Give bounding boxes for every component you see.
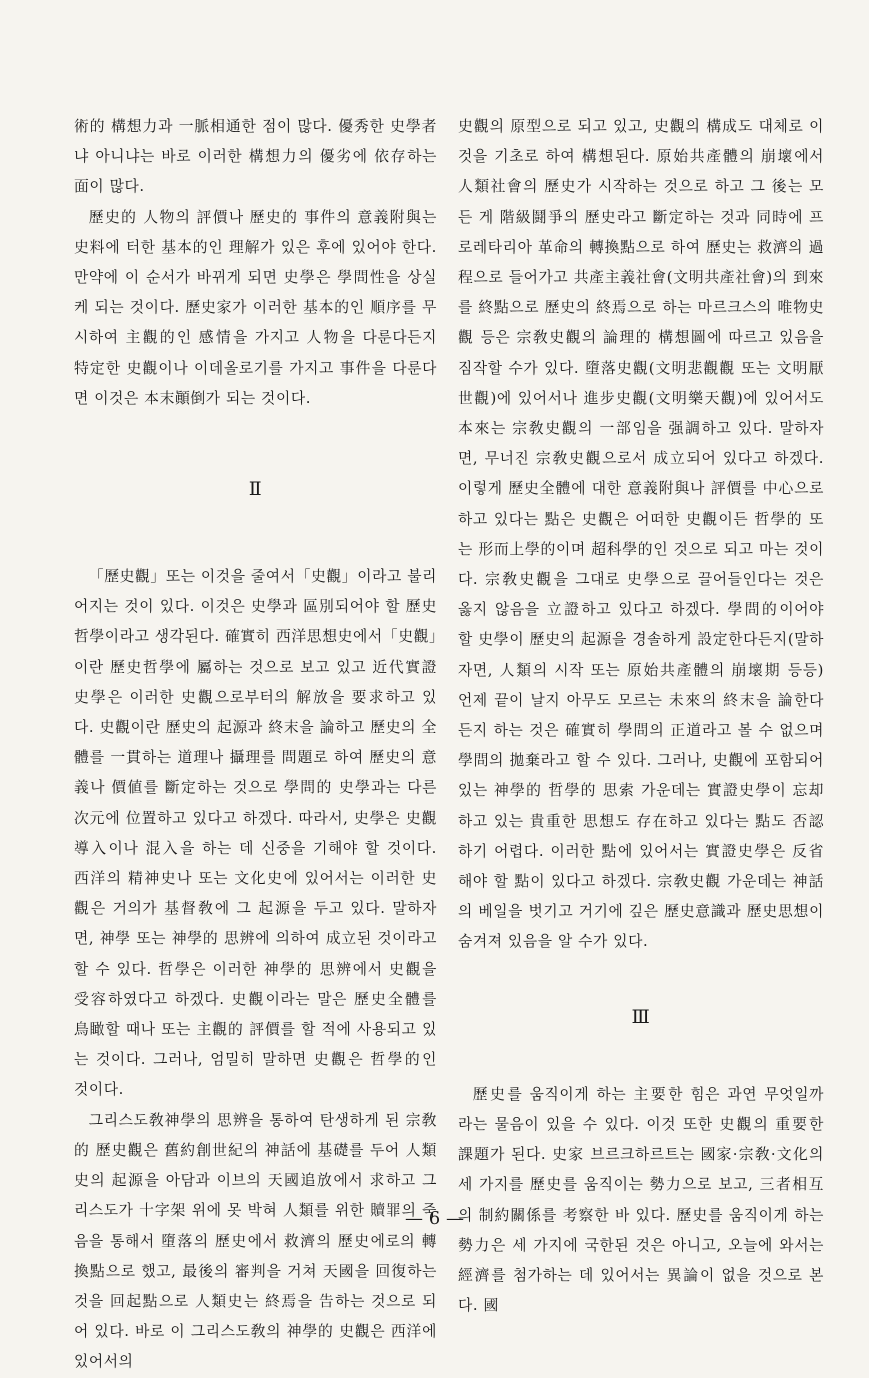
paragraph: 歷史를 움직이게 하는 主要한 힘은 과연 무엇일까 라는 물음이 있을 수 있다. 이것 또한 史觀의 重要한 課題가 된다. 史家 브르크하르트는 國家·宗敎·文化의 세 가지를 歷史를 움직이는 勢力으로 보고, 三者相互의 制約關係를 考察한 바 있다. 歷史를 움직이게 하는 勢力은 세 가지에 국한된 것은 아니고, 오늘에 와서는 經濟를 첨가하는 데 있어서는 異論이 없을 것으로 본다. 國 — [458, 1085, 824, 1315]
paragraph: 史觀의 原型으로 되고 있고, 史觀의 構成도 대체로 이것을 기초로 하여 構想된다. 原始共產體의 崩壞에서 人類社會의 歷史가 시작하는 것으로 하고 그 後는 모든 게 階級鬪爭의 歷史라고 斷定하는 것과 同時에 프로레타리아 革命의 轉換點으로 하여 歷史는 救濟의 過程으로 들어가고 共產主義社會(文明共產社會)의 到來를 終點으로 歷史의 終焉으로 하는 마르크스의 唯物史觀 등은 宗敎史觀의 論理的 構想圖에 따르고 있음을 짐작할 수가 있다. 墮落史觀(文明悲觀觀 또는 文明厭世觀)에 있어서나 進步史觀(文明樂天觀)에 있어서도 本來는 宗敎史觀의 一部임을 强調하고 있다. 말하자면, 무너진 宗敎史觀으로서 成立되어 있다고 하겠다. 이렇게 歷史全體에 대한 意義附與나 評價를 中心으로 하고 있다는 點은 史觀은 어떠한 史觀이든 哲學的 또는 形而上學的이며 超科學的인 것으로 되고 마는 것이다. 宗敎史觀을 그대로 史學으로 끌어들인다는 것은 옳지 않음을 立證하고 있다고 하겠다. 學問的이어야 할 史學이 歷史의 起源을 경솔하게 設定한다든지(말하자면, 人類의 시작 또는 原始共產體의 崩壞期 등등) 언제 끝이 날지 아무도 모르는 未來의 終末을 論한다든지 하는 것은 確實히 學問의 正道라고 볼 수 없으며 學問의 拋棄라고 할 수 있다. 그러나, 史觀에 포함되어 있는 神學的 哲學的 思索 가운데는 實證史學이 忘却하고 있는 貴重한 思想도 存在하고 있다는 點도 否認하기 어렵다. 이러한 點에 있어서는 實證史學은 反省해야 할 點이 있다고 하겠다. 宗敎史觀 가운데는 神話의 베일을 벗기고 거기에 깊은 歷史意識과 歷史思想이 숨겨져 있음을 알 수가 있다. — [458, 118, 824, 951]
left-column — [74, 112, 437, 1378]
paragraph: 「歷史觀」또는 이것을 줄여서「史觀」이라고 불리어지는 것이 있다. 이것은 史學과 區別되어야 할 歷史哲學이라고 생각된다. 確實히 西洋思想史에서「史觀」이란 歷史哲學에 屬하는 것으로 보고 있고 近代實證史學은 이러한 史觀으로부터의 解放을 要求하고 있다. 史觀이란 歷史의 起源과 終末을 論하고 歷史의 全體를 一貫하는 道理나 攝理를 問題로 하여 歷史의 意義나 價値를 斷定하는 것으로 學問的 史學과는 다른 次元에 位置하고 있다고 하겠다. 따라서, 史學은 史觀導入이나 混入을 하는 데 신중을 기해야 할 것이다. 西洋의 精神史나 또는 文化史에 있어서는 이러한 史觀은 거의가 基督敎에 그 起源을 두고 있다. 말하자면, 神學 또는 神學的 思辨에 의하여 成立된 것이라고 할 수 있다. 哲學은 이러한 神學的 思辨에서 史觀을 受容하였다고 하겠다. 史觀이라는 말은 歷史全體를 鳥瞰할 때나 또는 主觀的 評價를 할 적에 사용되고 있는 것이다. 그러나, 엄밀히 말하면 史觀은 哲學的인 것이다. — [74, 568, 437, 1099]
paragraph: 術的 構想力과 一脈相通한 점이 많다. 優秀한 史學者냐 아니냐는 바로 이러한 構想力의 優劣에 依存하는 面이 많다. — [74, 118, 437, 196]
right-column — [458, 112, 824, 1321]
paragraph: 그리스도敎神學의 思辨을 통하여 탄생하게 된 宗敎的 歷史觀은 舊約創世紀의 神話에 基礎를 두어 人類史의 起源을 아담과 이브의 天國追放에서 求하고 그리스도가 十字架 위에 못 박혀 人類를 위한 贖罪의 죽음을 통해서 墮落의 歷史에서 救濟의 歷史에로의 轉換點으로 했고, 最後의 審判을 거쳐 天國을 回復하는 것을 回起點으로 人類史는 終焉을 告하는 것으로 되어 있다. 바로 이 그리스도敎의 神學的 史觀은 西洋에 있어서의 — [74, 1111, 437, 1371]
section-heading: Ⅱ — [248, 478, 263, 501]
paragraph: 歷史的 人物의 評價나 歷史的 事件의 意義附與는 史料에 터한 基本的인 理解가 있은 후에 있어야 한다. 만약에 이 순서가 바뀌게 되면 史學은 學問性을 상실케 되는 것이다. 歷史家가 이러한 基本的인 順序를 무시하여 主觀的인 感情을 가지고 人物을 다룬다든지 特定한 史觀이나 이데올로기를 가지고 事件을 다룬다면 이것은 本末顚倒가 되는 것이다. — [74, 208, 437, 407]
page-number: — 6 — — [405, 1208, 464, 1229]
section-heading: Ⅲ — [631, 1005, 651, 1028]
